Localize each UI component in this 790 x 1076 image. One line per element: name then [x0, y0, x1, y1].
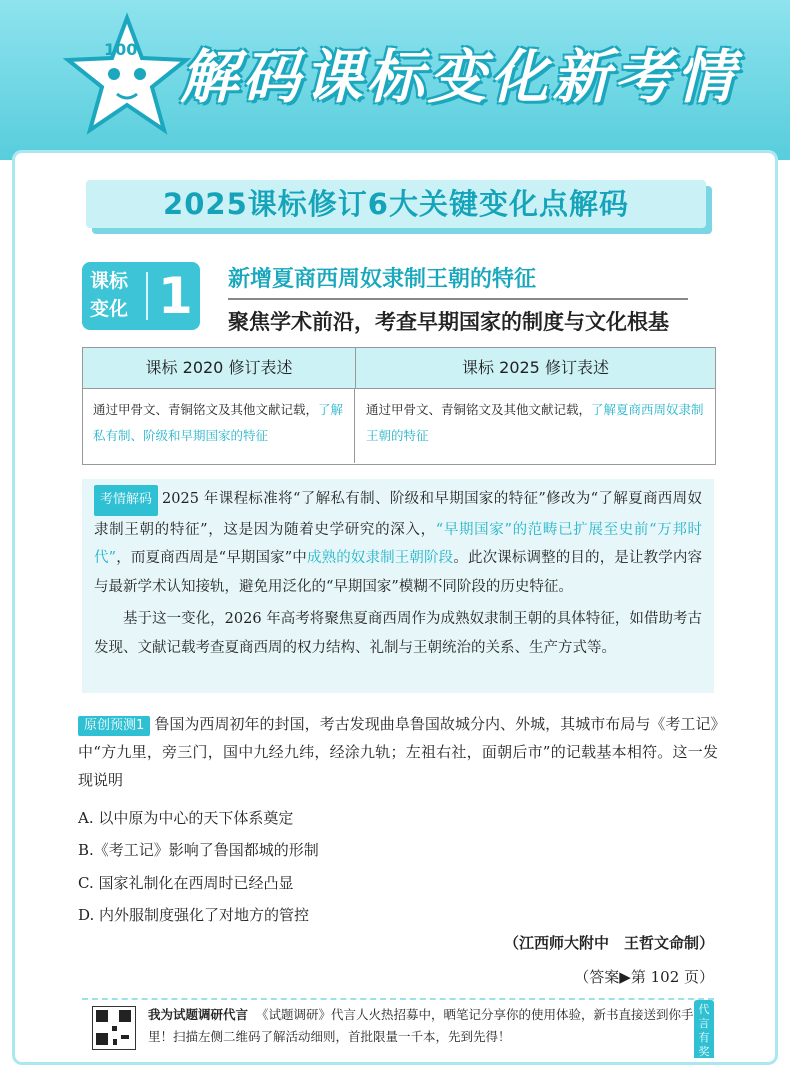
analysis-label: 考情解码	[94, 485, 158, 516]
analysis-p1-highlight-2: 成熟的奴隶制王朝阶段	[306, 550, 454, 566]
footer-body: 《试题调研》代言人火热招募中，晒笔记分享你的使用体验，新书直接送到你手里！扫描左侧二维码了解活动细则，首批限量一千本，先到先得！	[148, 1007, 694, 1044]
analysis-paragraph-1	[82, 479, 714, 601]
section-divider	[228, 298, 688, 300]
analysis-p1-b: ，而夏商西周是“早期国家”中	[116, 550, 307, 566]
footer-heading: 我为试题调研代言	[148, 1007, 249, 1022]
logo-text: 100	[104, 40, 138, 59]
table-header-2025: 课标 2025 修订表述	[356, 348, 715, 389]
question-stem-text: 鲁国为西周初年的封国，考古发现曲阜鲁国故城分内、外城，其城市布局与《考工记》中“方九里，旁三门，国中九经九纬，经涂九轨；左祖右社，面朝后市”的记载基本相符。这一发现说明	[78, 715, 718, 789]
analysis-p1-a: 2025 年课程标准将“了解私有制、阶级和早期国家的特征”修改为“了解夏商西周奴隶制王朝的特征”，这是因为随着史学研究的深入，	[94, 491, 702, 538]
table-cell-2025	[356, 389, 715, 463]
page-title: 解码课标变化新考情	[180, 43, 739, 111]
answer-reference: （答案▶第 102 页）	[574, 968, 714, 986]
analysis-paragraph-2: 基于这一变化，2026 年高考将聚焦夏商西周作为成熟奴隶制王朝的具体特征，如借助考古发现、文献记载考查夏商西周的权力结构、礼制与王朝统治的关系、生产方式等。	[94, 611, 702, 656]
tag-divider	[146, 272, 148, 320]
question-credit: （江西师大附中 王哲文命制）	[503, 934, 714, 952]
cell-2020-text: 通过甲骨文、青铜铭文及其他文献记载，	[93, 402, 319, 417]
section-title: 新增夏商西周奴隶制王朝的特征	[228, 267, 537, 292]
question-stem	[78, 710, 718, 794]
footer-text	[148, 1004, 702, 1048]
analysis-box	[82, 479, 714, 693]
star-logo-icon	[62, 12, 192, 142]
table-header-2020: 课标 2020 修订表述	[83, 348, 356, 389]
side-tab: 代言有奖	[694, 1000, 714, 1058]
cell-2020-highlight: 了解私有制、阶级和早期国家的特征	[93, 402, 344, 443]
cell-2025-text: 通过甲骨文、青铜铭文及其他文献记载，	[366, 402, 592, 417]
qr-code-icon[interactable]	[92, 1006, 136, 1050]
tag-number: 1	[158, 267, 193, 325]
option-b: B.《考工记》影响了鲁国都城的形制	[78, 841, 319, 859]
option-d: D. 内外服制度强化了对地方的管控	[78, 906, 310, 924]
table-cell-2020	[83, 389, 355, 463]
footer-divider	[82, 998, 714, 1000]
cell-2025-highlight: 了解夏商西周奴隶制王朝的特征	[366, 402, 704, 443]
banner	[86, 180, 706, 228]
option-a: A. 以中原为中心的天下体系奠定	[78, 809, 294, 827]
analysis-p1-c: 。此次课标调整的目的，是让教学内容与最新学术认知接轨，避免用泛化的“早期国家”模糊不同阶段的历史特征。	[94, 550, 703, 595]
question-label: 原创预测1	[78, 716, 150, 736]
tag-line-2: 变化	[90, 298, 129, 320]
option-c: C. 国家礼制化在西周时已经凸显	[78, 874, 294, 892]
section-subtitle: 聚焦学术前沿，考查早期国家的制度与文化根基	[228, 310, 669, 334]
tag-line-1: 课标	[90, 270, 129, 292]
comparison-table	[82, 347, 716, 465]
banner-text: 2025课标修订6大关键变化点解码	[163, 187, 629, 221]
section-tag	[82, 262, 200, 330]
analysis-p1-highlight-1: “早期国家”的范畴已扩展至史前“万邦时代”	[94, 521, 702, 566]
